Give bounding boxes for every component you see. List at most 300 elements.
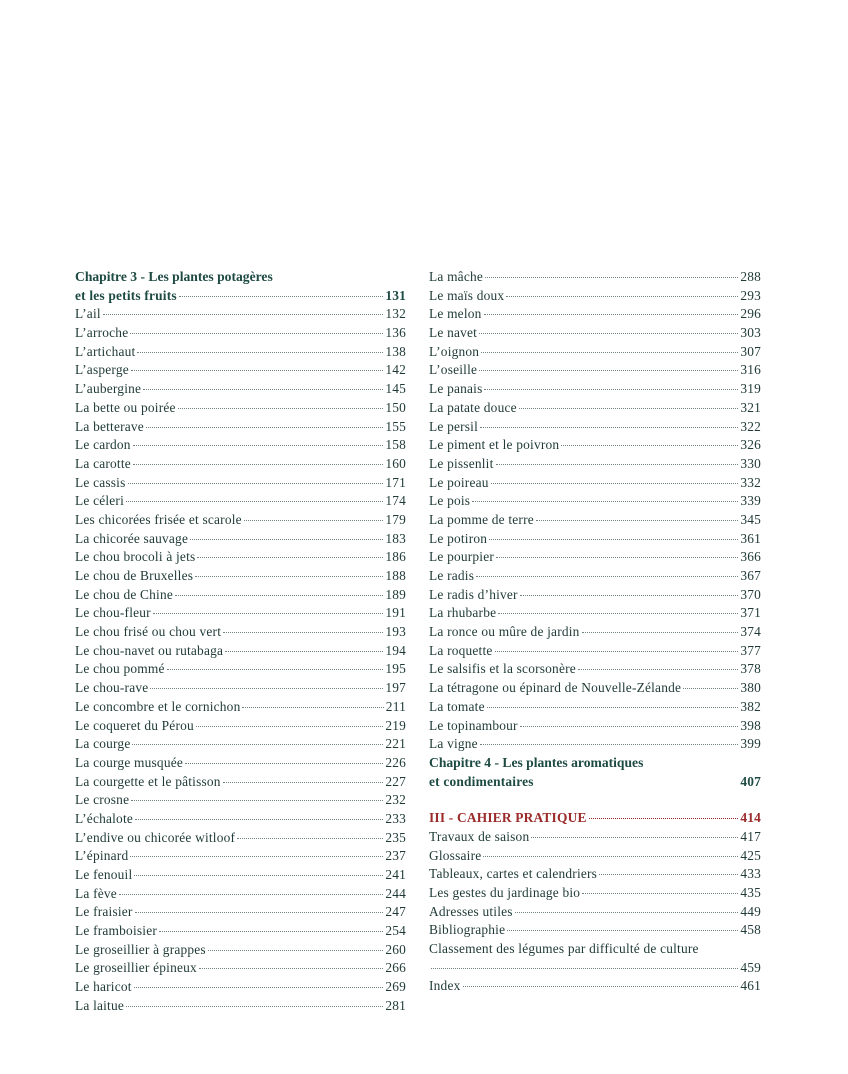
chapter-3-title-line2 xyxy=(75,287,406,306)
dot-leader xyxy=(146,427,383,428)
dot-leader xyxy=(159,931,383,932)
toc-entry xyxy=(75,586,406,605)
toc-entry-title: Le céleri xyxy=(75,493,125,509)
toc-entry-page: 191 xyxy=(385,605,406,621)
toc-entry-page: 307 xyxy=(740,343,761,359)
toc-entry xyxy=(75,642,406,661)
toc-entry-title: Le chou de Bruxelles xyxy=(75,568,194,583)
dot-leader xyxy=(515,912,739,913)
dot-leader xyxy=(225,651,383,652)
toc-entry xyxy=(429,717,761,736)
toc-entry-page: 449 xyxy=(740,903,761,919)
toc-entry xyxy=(75,810,406,829)
toc-entry-title: Le crosne xyxy=(75,792,130,808)
dot-leader xyxy=(496,464,739,465)
dot-leader xyxy=(599,874,738,875)
dot-leader xyxy=(119,894,383,895)
toc-entry xyxy=(429,343,761,362)
toc-entry xyxy=(429,399,761,418)
toc-entry-title: L’aubergine xyxy=(75,381,142,397)
toc-entry-page: 319 xyxy=(740,381,761,397)
toc-entry-page: 189 xyxy=(385,586,406,602)
toc-entry-title: Le radis d’hiver xyxy=(429,586,518,602)
toc-entry-title: Le persil xyxy=(429,418,479,434)
toc-entry-title: Les gestes du jardinage bio xyxy=(429,885,581,900)
toc-entry xyxy=(75,997,406,1016)
dot-leader xyxy=(131,370,383,371)
dot-leader xyxy=(133,445,384,446)
toc-entry-title: Le radis xyxy=(429,568,475,583)
toc-entry-title: Le piment et le poivron xyxy=(429,437,560,453)
toc-entry xyxy=(75,717,406,736)
dot-leader xyxy=(498,613,738,614)
dot-leader xyxy=(480,427,738,428)
toc-entry-title: Le melon xyxy=(429,306,482,322)
toc-entry xyxy=(75,530,406,549)
classement-title-row xyxy=(429,940,761,959)
toc-entry-page: 361 xyxy=(740,530,761,546)
toc-entry xyxy=(429,436,761,455)
left-entry-list xyxy=(75,305,406,1015)
toc-entry xyxy=(429,511,761,530)
dot-leader xyxy=(175,595,383,596)
toc-entry-title: Le poireau xyxy=(429,474,489,490)
toc-entry-page: 183 xyxy=(385,530,406,546)
toc-entry-title: La ronce ou mûre de jardin xyxy=(429,624,580,640)
dot-leader xyxy=(479,370,738,371)
toc-entry-page: 345 xyxy=(740,511,761,527)
toc-entry xyxy=(75,380,406,399)
toc-entry-title: La fève xyxy=(75,885,117,901)
toc-entry-title: La tomate xyxy=(429,698,485,714)
toc-entry-title: La betterave xyxy=(75,418,144,434)
toc-entry-title: Glossaire xyxy=(429,847,482,863)
toc-entry-title: Le chou-navet ou rutabaga xyxy=(75,642,224,658)
toc-entry xyxy=(429,698,761,717)
dot-leader xyxy=(484,389,738,390)
toc-entry-title: L’échalote xyxy=(75,810,134,826)
toc-entry xyxy=(75,324,406,343)
toc-entry xyxy=(75,847,406,866)
toc-entry xyxy=(429,586,761,605)
toc-entry-title: L’asperge xyxy=(75,362,129,378)
chapter-4-title-line2 xyxy=(429,773,761,792)
dot-leader xyxy=(495,651,739,652)
toc-entry xyxy=(75,978,406,997)
toc-entry-page: 194 xyxy=(385,642,406,658)
toc-entry-title: L’ail xyxy=(75,306,101,322)
toc-right-column xyxy=(429,268,761,996)
toc-entry xyxy=(429,324,761,343)
toc-left-column xyxy=(75,268,406,1016)
toc-entry xyxy=(429,418,761,437)
toc-entry-title: Le panais xyxy=(429,381,483,397)
toc-entry xyxy=(429,828,761,847)
dot-leader xyxy=(126,501,383,502)
toc-entry-title: Le fenouil xyxy=(75,867,133,882)
toc-entry-title: L’épinard xyxy=(75,848,129,864)
toc-entry-page: 260 xyxy=(385,941,406,957)
dot-leader xyxy=(582,893,738,894)
toc-entry-title: Bibliographie xyxy=(429,922,506,938)
toc-entry xyxy=(75,436,406,455)
toc-entry-page: 269 xyxy=(385,979,406,995)
toc-entry-page: 241 xyxy=(385,867,406,882)
toc-entry-page: 237 xyxy=(385,848,406,864)
toc-entry-title: Le coqueret du Pérou xyxy=(75,717,194,733)
toc-entry-title: La rhubarbe xyxy=(429,605,497,621)
toc-entry-page: 142 xyxy=(385,362,406,378)
toc-entry-page: 211 xyxy=(385,698,406,714)
toc-entry xyxy=(75,660,406,679)
toc-entry-title: Le chou de Chine xyxy=(75,586,174,602)
toc-entry-page: 227 xyxy=(385,773,406,789)
toc-entry xyxy=(429,530,761,549)
dot-leader xyxy=(485,277,738,278)
toc-entry xyxy=(429,679,761,698)
toc-entry xyxy=(429,287,761,306)
toc-entry-page: 174 xyxy=(385,493,406,509)
toc-entry-page: 332 xyxy=(740,474,761,490)
dot-leader xyxy=(507,930,738,931)
toc-entry-page: 197 xyxy=(385,680,406,696)
toc-entry xyxy=(75,941,406,960)
toc-entry xyxy=(75,399,406,418)
toc-entry-title: La tétragone ou épinard de Nouvelle-Zélande xyxy=(429,680,682,696)
toc-entry xyxy=(429,492,761,511)
toc-entry-title: La bette ou poirée xyxy=(75,399,176,415)
dot-leader xyxy=(150,688,383,689)
toc-entry-page: 160 xyxy=(385,455,406,471)
toc-entry-page: 221 xyxy=(385,736,406,752)
toc-entry-title: Le groseillier à grappes xyxy=(75,941,206,957)
toc-entry-page: 193 xyxy=(385,624,406,640)
dot-leader xyxy=(190,539,383,540)
toc-entry-page: 458 xyxy=(740,922,761,938)
toc-entry-page: 377 xyxy=(740,642,761,658)
toc-entry xyxy=(75,791,406,810)
toc-entry-page: 281 xyxy=(385,997,406,1013)
toc-entry xyxy=(75,474,406,493)
toc-entry-title: L’endive ou chicorée witloof xyxy=(75,829,236,845)
toc-entry-page: 435 xyxy=(740,885,761,900)
toc-entry-page: 321 xyxy=(740,399,761,415)
toc-entry-page: 382 xyxy=(740,698,761,714)
toc-entry xyxy=(75,773,406,792)
toc-entry-page: 188 xyxy=(385,568,406,583)
chapter-3-title-line1: Chapitre 3 - Les plantes potagères xyxy=(75,269,273,284)
chapter-4-title-text: et condimentaires xyxy=(429,773,534,789)
toc-entry-title: La mâche xyxy=(429,269,484,284)
toc-entry-page: 366 xyxy=(740,549,761,565)
toc-entry-page: 293 xyxy=(740,287,761,303)
toc-entry-page: 370 xyxy=(740,586,761,602)
dot-leader xyxy=(185,763,383,764)
toc-entry xyxy=(75,959,406,978)
toc-entry-page: 322 xyxy=(740,418,761,434)
toc-entry-page: 254 xyxy=(385,923,406,939)
dot-leader xyxy=(491,483,739,484)
dot-leader xyxy=(472,501,738,502)
dot-leader xyxy=(195,576,383,577)
dot-leader xyxy=(483,856,738,857)
chapter-3-page: 131 xyxy=(385,287,406,303)
dot-leader xyxy=(506,296,738,297)
toc-entry xyxy=(429,903,761,922)
dot-leader xyxy=(223,782,384,783)
dot-leader xyxy=(223,632,383,633)
toc-entry-title: Le cardon xyxy=(75,437,131,453)
dot-leader xyxy=(126,1006,383,1007)
toc-entry-title: L’artichaut xyxy=(75,343,136,359)
toc-entry xyxy=(75,548,406,567)
dot-leader xyxy=(196,726,383,727)
dot-leader xyxy=(484,314,739,315)
dot-leader xyxy=(561,445,738,446)
dot-leader xyxy=(431,968,738,969)
toc-entry-title: L’oignon xyxy=(429,343,480,359)
toc-entry xyxy=(75,829,406,848)
toc-entry-title: Adresses utiles xyxy=(429,903,513,919)
toc-entry xyxy=(75,885,406,904)
dot-leader xyxy=(578,669,738,670)
toc-entry xyxy=(75,361,406,380)
toc-entry xyxy=(429,884,761,903)
toc-entry xyxy=(429,604,761,623)
dot-leader xyxy=(463,986,739,987)
toc-entry-page: 155 xyxy=(385,418,406,434)
toc-entry xyxy=(429,660,761,679)
toc-entry-page: 150 xyxy=(385,399,406,415)
dot-leader xyxy=(130,333,383,334)
toc-entry-title: Le concombre et le cornichon xyxy=(75,698,241,714)
toc-entry-title: La courge xyxy=(75,736,131,752)
toc-entry-page: 158 xyxy=(385,437,406,453)
dot-leader xyxy=(134,987,384,988)
toc-entry xyxy=(75,623,406,642)
toc-entry xyxy=(429,642,761,661)
toc-entry-page: 244 xyxy=(385,885,406,901)
toc-entry xyxy=(75,679,406,698)
toc-entry xyxy=(429,548,761,567)
dot-leader xyxy=(167,669,384,670)
dot-leader xyxy=(131,800,383,801)
toc-entry xyxy=(429,361,761,380)
toc-entry-page: 226 xyxy=(385,754,406,770)
toc-entry-page: 398 xyxy=(740,717,761,733)
toc-entry-page: 179 xyxy=(385,511,406,527)
toc-entry-page: 136 xyxy=(385,325,406,341)
chapter-4-page: 407 xyxy=(740,773,761,789)
dot-leader xyxy=(489,539,738,540)
section-3-heading xyxy=(429,809,761,828)
toc-entry-page: 296 xyxy=(740,306,761,322)
toc-entry xyxy=(75,735,406,754)
toc-entry xyxy=(75,492,406,511)
toc-entry xyxy=(75,511,406,530)
toc-entry-title: Le pourpier xyxy=(429,549,495,565)
toc-entry-page: 399 xyxy=(740,736,761,752)
toc-entry-page: 417 xyxy=(740,828,761,844)
toc-entry-page: 232 xyxy=(385,792,406,808)
toc-entry-title: Le maïs doux xyxy=(429,287,505,303)
dot-leader xyxy=(143,389,383,390)
toc-entry-page: 326 xyxy=(740,437,761,453)
dot-leader xyxy=(531,837,738,838)
toc-entry-title: La vigne xyxy=(429,736,478,752)
toc-entry-title: La roquette xyxy=(429,642,493,658)
toc-entry-page: 425 xyxy=(740,847,761,863)
toc-entry-title: Le chou frisé ou chou vert xyxy=(75,624,222,640)
toc-entry-title: Le salsifis et la scorsonère xyxy=(429,661,576,677)
toc-entry-title: Le framboisier xyxy=(75,923,157,939)
section-3-entry-list xyxy=(429,828,761,940)
toc-entry-title: Le potiron xyxy=(429,530,488,546)
toc-entry-page: 186 xyxy=(385,549,406,565)
toc-entry-title: L’arroche xyxy=(75,325,129,341)
dot-leader xyxy=(589,818,739,819)
toc-entry-page: 288 xyxy=(740,269,761,284)
dot-leader xyxy=(487,707,739,708)
toc-entry-page: 330 xyxy=(740,455,761,471)
dot-leader xyxy=(130,856,383,857)
dot-leader xyxy=(519,408,739,409)
toc-entry-title: La chicorée sauvage xyxy=(75,530,189,546)
toc-entry xyxy=(429,455,761,474)
toc-entry xyxy=(75,305,406,324)
toc-entry xyxy=(75,754,406,773)
toc-entry-title: Le chou pommé xyxy=(75,661,165,677)
classement-page-row xyxy=(429,959,761,978)
dot-leader xyxy=(153,613,383,614)
toc-entry-title: La laitue xyxy=(75,997,125,1013)
toc-entry-page: 339 xyxy=(740,493,761,509)
dot-leader xyxy=(132,744,383,745)
toc-entry xyxy=(429,623,761,642)
toc-entry-page: 266 xyxy=(385,960,406,976)
toc-entry xyxy=(75,903,406,922)
dot-leader xyxy=(135,912,384,913)
chapter-4-title-line1: Chapitre 4 - Les plantes aromatiques xyxy=(429,754,644,770)
dot-leader xyxy=(242,707,383,708)
toc-entry xyxy=(75,343,406,362)
toc-entry xyxy=(429,847,761,866)
toc-entry-title: Travaux de saison xyxy=(429,828,530,844)
dot-leader xyxy=(536,520,738,521)
section-3-page: 414 xyxy=(740,810,761,826)
toc-entry xyxy=(75,567,406,586)
toc-entry-page: 316 xyxy=(740,362,761,378)
toc-entry xyxy=(429,474,761,493)
dot-leader xyxy=(137,352,383,353)
toc-entry xyxy=(429,921,761,940)
toc-entry xyxy=(429,735,761,754)
toc-entry-page: 371 xyxy=(740,605,761,621)
index-row xyxy=(429,977,761,996)
toc-entry-title: Le fraisier xyxy=(75,904,133,920)
dot-leader xyxy=(133,464,383,465)
right-entry-list xyxy=(429,268,761,754)
toc-entry-page: 195 xyxy=(385,661,406,677)
toc-entry-title: Le haricot xyxy=(75,979,132,995)
dot-leader xyxy=(237,838,383,839)
toc-entry-page: 145 xyxy=(385,381,406,397)
toc-entry-page: 378 xyxy=(740,661,761,677)
toc-entry xyxy=(75,866,406,885)
toc-entry-title: Le topinambour xyxy=(429,717,518,733)
dot-leader xyxy=(582,632,739,633)
toc-entry-page: 433 xyxy=(740,866,761,882)
toc-entry-title: Le chou brocoli à jets xyxy=(75,549,196,565)
toc-entry-title: Les chicorées frisée et scarole xyxy=(75,511,242,527)
dot-leader xyxy=(179,296,384,297)
toc-entry-page: 132 xyxy=(385,306,406,322)
toc-entry xyxy=(429,567,761,586)
toc-entry-title: La courge musquée xyxy=(75,754,184,770)
dot-leader xyxy=(683,688,738,689)
dot-leader xyxy=(520,726,739,727)
toc-entry xyxy=(75,455,406,474)
index-title: Index xyxy=(429,978,461,994)
toc-entry-title: La patate douce xyxy=(429,399,517,415)
toc-entry-title: Le chou-rave xyxy=(75,680,149,696)
toc-entry-page: 374 xyxy=(740,624,761,640)
toc-entry-title: Le cassis xyxy=(75,474,126,490)
toc-entry xyxy=(75,922,406,941)
toc-entry-page: 367 xyxy=(740,568,761,583)
toc-entry-page: 219 xyxy=(385,717,406,733)
dot-leader xyxy=(208,950,383,951)
toc-entry xyxy=(75,604,406,623)
dot-leader xyxy=(135,819,383,820)
toc-entry-page: 235 xyxy=(385,829,406,845)
toc-entry-page: 247 xyxy=(385,904,406,920)
toc-entry-page: 171 xyxy=(385,474,406,490)
index-page: 461 xyxy=(740,978,761,994)
dot-leader xyxy=(178,408,384,409)
toc-entry xyxy=(429,305,761,324)
toc-entry-title: Le chou-fleur xyxy=(75,605,151,621)
dot-leader xyxy=(480,744,738,745)
toc-entry xyxy=(75,698,406,717)
classement-title: Classement des légumes par difficulté de culture xyxy=(429,941,699,957)
dot-leader xyxy=(128,483,384,484)
toc-entry xyxy=(429,380,761,399)
toc-entry-title: La courgette et le pâtisson xyxy=(75,773,221,789)
dot-leader xyxy=(199,968,383,969)
toc-entry-page: 380 xyxy=(740,680,761,696)
toc-entry xyxy=(75,418,406,437)
dot-leader xyxy=(476,576,738,577)
toc-entry-title: Le pois xyxy=(429,493,471,509)
dot-leader xyxy=(479,333,738,334)
chapter-3-title-text: et les petits fruits xyxy=(75,287,177,303)
toc-entry-title: Tableaux, cartes et calendriers xyxy=(429,866,598,882)
toc-entry xyxy=(429,268,761,287)
toc-entry-title: Le navet xyxy=(429,325,478,341)
classement-page: 459 xyxy=(740,959,761,975)
dot-leader xyxy=(520,595,739,596)
dot-leader xyxy=(244,520,384,521)
toc-entry-title: L’oseille xyxy=(429,362,478,378)
dot-leader xyxy=(103,314,384,315)
toc-entry xyxy=(429,865,761,884)
dot-leader xyxy=(134,875,383,876)
dot-leader xyxy=(481,352,738,353)
section-3-title: III - CAHIER PRATIQUE xyxy=(429,810,587,826)
toc-entry-page: 138 xyxy=(385,343,406,359)
toc-entry-title: La carotte xyxy=(75,455,131,471)
